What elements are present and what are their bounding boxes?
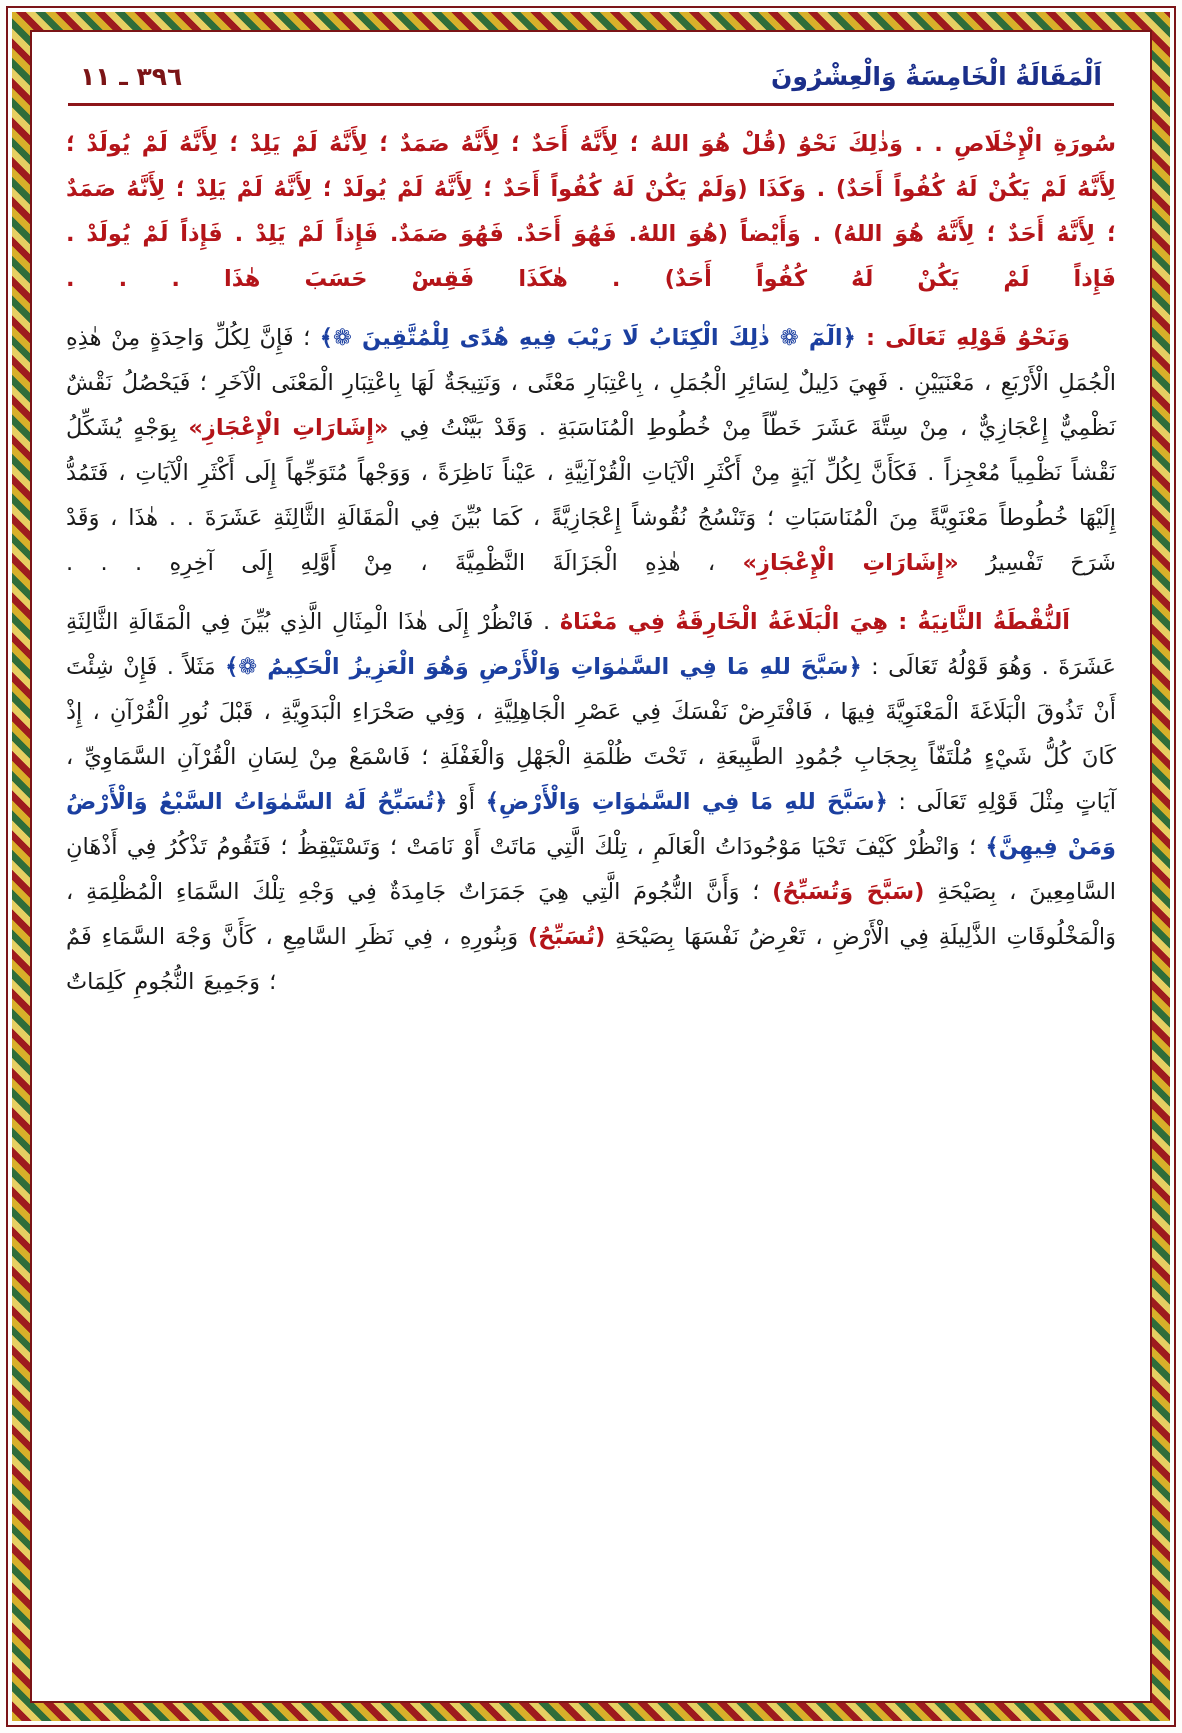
page-header	[66, 62, 1116, 95]
header-divider	[68, 103, 1114, 106]
text-run: مَثَلاً . فَإِنْ شِئْتَ أَنْ تَذُوقَ الْبَلَاغَةَ الْمَعْنَوِيَّةَ فِيهَا ، فَافْتَرِضْ نَفْسَكَ فِي عَصْرِ الْجَاهِلِيَّةِ ، وَفِي صَحْرَاءِ الْبَدَوِيَّةِ ، قَبْلَ نُورِ الْقُرْآنِ ، إِذْ كَانَ كُلُّ شَيْءٍ مُلْتَفّاً بِحِجَابِ جُمُودِ الطَّبِيعَةِ ، تَحْتَ ظُلْمَةِ الْجَهْلِ وَالْغَفْلَةِ ؛ فَاسْمَعْ مِنْ لِسَانِ الْقُرْآنِ السَّمَاوِيِّ ، آيَاتٍ مِثْلَ قَوْلِهِ تَعَالَى :	[66, 654, 1116, 815]
text-run: ﴿سَبَّحَ للهِ مَا فِي السَّمٰوَاتِ وَالْأَرْضِ﴾	[485, 789, 888, 815]
text-run: (سَبَّحَ وَتُسَبِّحُ)	[772, 879, 925, 905]
text-run: وَنَحْوُ قَوْلِهِ تَعَالَى :	[855, 325, 1070, 351]
text-run: ؛ فَإِنَّ لِكُلِّ وَاحِدَةٍ مِنْ هٰذِهِ الْجُمَلِ الْأَرْبَعِ ، مَعْنَيَيْنِ . فَهِيَ دَلِيلٌ لِسَائِرِ الْجُمَلِ ، بِاعْتِبَارِ مَعْنًى ، وَنَتِيجَةٌ لَهَا بِاعْتِبَارِ الْمَعْنَى الْآخَرِ ؛ فَيَحْصُلُ نَقْشٌ نَظْمِيٌّ إِعْجَازِيٌّ ، مِنْ سِتَّةَ عَشَرَ خَطّاً مِنْ خُطُوطِ الْمُنَاسَبَةِ . وَقَدْ بَيَّنْتُ فِي	[66, 325, 1116, 441]
text-run: . وَكَذَا	[747, 176, 836, 202]
text-run: ، هٰذِهِ الْجَزَالَةَ النَّظْمِيَّةَ ، مِنْ أَوَّلِهِ إِلَى آخِرِهِ . . .	[66, 550, 743, 576]
text-run: «إِشَارَاتِ الْإِعْجَازِ»	[742, 550, 959, 576]
text-run: اَلنُّقْطَةُ الثَّانِيَةُ : هِيَ الْبَلَاغَةُ الْخَارِقَةُ فِي مَعْنَاهُ	[559, 609, 1071, 635]
text-run: ﴿تُسَبِّحُ لَهُ السَّمٰوَاتُ السَّبْعُ وَالْأَرْضُ وَمَنْ فِيهِنَّ﴾	[66, 789, 1117, 860]
text-run: ﴿سَبَّحَ للهِ مَا فِي السَّمٰوَاتِ وَالْأَرْضِ وَهُوَ الْعَزِيزُ الْحَكِيمُ ❁﴾	[225, 654, 862, 680]
text-run: «إِشَارَاتِ الْإِعْجَازِ»	[188, 415, 389, 441]
text-run: . وَأَيْضاً	[728, 221, 834, 247]
text-run: وَبِنُورِهِ ، فِي نَظَرِ السَّامِعِ ، كَأَنَّ وَجْهَ السَّمَاءِ فَمٌ ؛ وَجَمِيعَ النُّجُومِ كَلِمَاتٌ	[66, 924, 528, 995]
text-run: سُورَةِ الْإِخْلَاصِ . . وَذٰلِكَ نَحْوُ	[786, 131, 1116, 157]
text-run: (تُسَبِّحُ)	[527, 924, 606, 950]
text-run: . هٰكَذَا فَقِسْ حَسَبَ هٰذَا . . .	[66, 266, 665, 292]
text-run: ؛ وَانْظُرْ كَيْفَ تَحْيَا مَوْجُودَاتُ الْعَالَمِ ، تِلْكَ الَّتِي مَاتَتْ أَوْ نَامَتْ ؛ وَتَسْتَيْقِظُ ؛ فَتَقُومُ تَذْكُرُ فِي أَذْهَانِ السَّامِعِينَ ، بِصَيْحَةِ	[66, 834, 1117, 905]
paragraph-1	[66, 122, 1116, 302]
text-run: ﴿الٓمٓ ❁ ذٰلِكَ الْكِتَابُ لَا رَيْبَ فِيهِ هُدًى لِلْمُتَّقِينَ ❁﴾	[319, 325, 856, 351]
paragraph-2	[66, 316, 1116, 586]
text-run: ؛ وَأَنَّ النُّجُومَ الَّتِي هِيَ جَمَرَاتٌ جَامِدَةٌ فِي وَجْهِ تِلْكَ السَّمَاءِ الْمُظْلِمَةِ ، وَالْمَخْلُوقَاتِ الذَّلِيلَةِ فِي الْأَرْضِ ، تَعْرِضُ نَفْسَهَا بِصَيْحَةِ	[66, 879, 1116, 950]
text-run: . فَانْظُرْ إِلَى هٰذَا الْمِثَالِ الَّذِي بُيِّنَ فِي الْمَقَالَةِ الثَّالِثَةِ عَشَرَةَ . وَهُوَ قَوْلُهُ تَعَالَى :	[66, 609, 1116, 680]
paragraph-3	[66, 600, 1116, 1005]
page-number: ٣٩٦ ـ ١١	[80, 62, 183, 91]
chapter-title: اَلْمَقَالَةُ الْخَامِسَةُ وَالْعِشْرُونَ	[771, 62, 1102, 91]
text-run: (وَلَمْ يَكُنْ لَهُ كُفُواً أَحَدٌ ؛ لِأَنَّهُ لَمْ يُولَدْ ؛ لِأَنَّهُ لَمْ يَلِدْ ؛ لِأَنَّهُ صَمَدٌ ؛ لِأَنَّهُ أَحَدٌ ؛ لِأَنَّهُ هُوَ اللهُ)	[66, 176, 1116, 247]
text-run: (هُوَ اللهُ. فَهُوَ أَحَدٌ. فَهُوَ صَمَدٌ. فَإِذاً لَمْ يَلِدْ . فَإِذاً لَمْ يُولَدْ . فَإِذاً لَمْ يَكُنْ لَهُ كُفُواً أَحَدٌ)	[66, 221, 1116, 292]
text-run: (قُلْ هُوَ اللهُ ؛ لِأَنَّهُ أَحَدٌ ؛ لِأَنَّهُ صَمَدٌ ؛ لِأَنَّهُ لَمْ يَلِدْ ؛ لِأَنَّهُ لَمْ يُولَدْ ؛ لِأَنَّهُ لَمْ يَكُنْ لَهُ كُفُواً أَحَدٌ)	[66, 131, 1116, 202]
page-content	[40, 44, 1142, 1693]
text-run: أَوْ	[447, 789, 486, 815]
text-run: بِوَجْهٍ يُشَكِّلُ نَقْشاً نَظْمِياً مُعْجِزاً . فَكَأَنَّ لِكُلِّ آيَةٍ مِنْ أَكْثَرِ الْآيَاتِ الْقُرْآنِيَّةِ ، عَيْناً نَاظِرَةً ، وَوَجْهاً مُتَوَجِّهاً إِلَى أَكْثَرِ الْآيَاتِ ، فَتَمُدُّ إِلَيْهَا خُطُوطاً مَعْنَوِيَّةً مِنَ الْمُنَاسَبَاتِ ؛ وَتَنْسُجُ نُقُوشاً إِعْجَازِيَّةً ، كَمَا بُيِّنَ فِي الْمَقَالَةِ الثَّالِثَةِ عَشَرَةَ . . هٰذَا ، وَقَدْ شَرَحَ تَفْسِيرُ	[66, 415, 1117, 576]
